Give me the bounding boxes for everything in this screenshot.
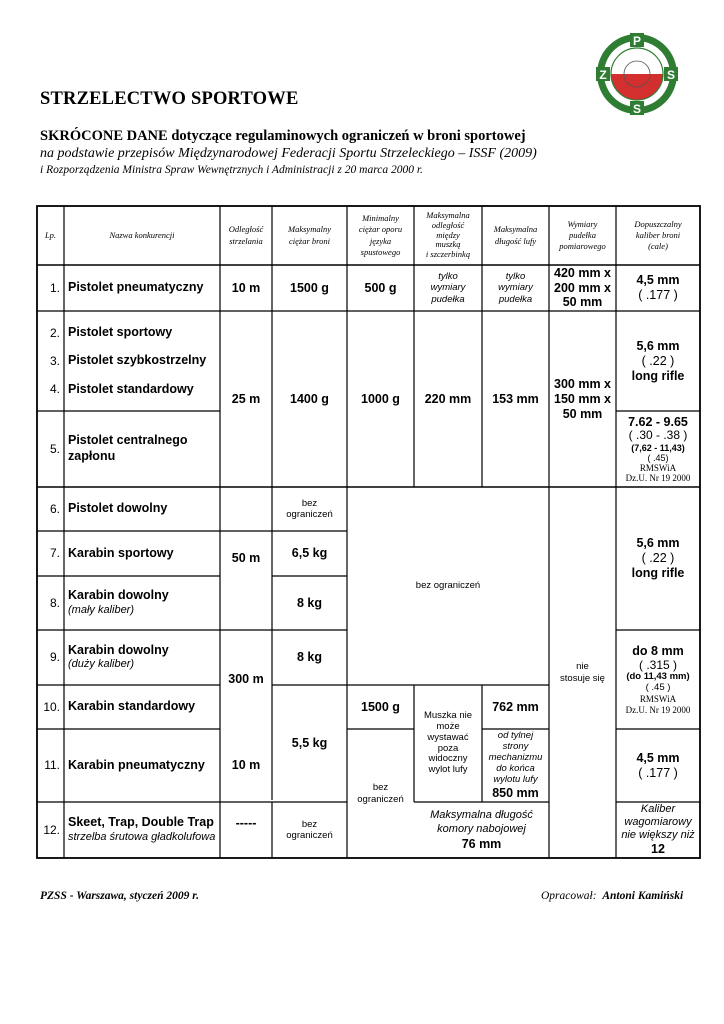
r12-distance: ----- bbox=[235, 815, 257, 830]
row-name: Pistolet centralnego zapłonu bbox=[68, 433, 188, 463]
distance-300m: 300 m bbox=[228, 672, 264, 686]
row-number: 10. bbox=[43, 699, 60, 714]
header-sight: Maksymalna odległość między muszką i szczerbinką bbox=[425, 210, 471, 260]
pistol-barrel: 153 mm bbox=[492, 391, 539, 406]
row-number: 2. bbox=[49, 325, 60, 340]
r11-trigger: bez ograniczeń bbox=[357, 782, 404, 805]
row-number: 11. bbox=[44, 758, 60, 772]
row-name: Karabin pneumatyczny bbox=[68, 757, 205, 772]
header-barrel: Maksymalna długość lufy bbox=[493, 224, 538, 246]
front-sight-rule: Muszka nie może wystawać poza widoczny wylot lufy bbox=[423, 709, 473, 776]
logo-letter-top: P bbox=[632, 34, 642, 48]
logo-letter-right: S bbox=[666, 68, 676, 82]
box-not-applicable: nie stosuje się bbox=[560, 661, 605, 684]
row-name: Karabin sportowy bbox=[68, 545, 174, 560]
row-number: 5. bbox=[49, 441, 60, 456]
r12-weight: bez ograniczeń bbox=[286, 818, 333, 841]
r9-caliber: do 8 mm ( .315 ) (do 11,43 mm) ( .45 ) RMSWiA Dz.U. Nr 19 2000 bbox=[625, 644, 691, 715]
row-number: 6. bbox=[49, 501, 60, 516]
pistol-sight: 220 mm bbox=[424, 391, 472, 406]
rifle-caliber: 5,6 mm ( .22 ) long rifle bbox=[631, 536, 685, 580]
subtitle-italic: na podstawie przepisów Międzynarodowej Federacji Sportu Strzeleckiego – ISSF (2009) bbox=[40, 146, 537, 161]
r9-weight: 8 kg bbox=[296, 650, 322, 664]
r1-weight: 1500 g bbox=[290, 280, 329, 295]
row-number: 3. bbox=[49, 353, 60, 368]
weight-5-5kg: 5,5 kg bbox=[291, 736, 328, 750]
subtitle-bold: SKRÓCONE DANE dotyczące regulaminowych ograniczeń w broni sportowej bbox=[40, 128, 526, 144]
subtitle-small: i Rozporządzenia Ministra Spraw Wewnętrznych i Administracji z 20 marca 2000 r. bbox=[40, 164, 423, 176]
row-number: 7. bbox=[49, 546, 60, 560]
r8-weight: 8 kg bbox=[296, 595, 322, 610]
row-number: 12. bbox=[43, 822, 60, 837]
header-weight: Maksymalny ciężar broni bbox=[288, 224, 331, 246]
r1-distance: 10 m bbox=[231, 280, 261, 295]
r1-box: 420 mm x 200 mm x 50 mm bbox=[554, 266, 611, 310]
row-name: Karabin standardowy bbox=[68, 699, 196, 714]
r6-weight: bez ograniczeń bbox=[286, 497, 333, 520]
row-name: Pistolet sportowy bbox=[68, 325, 173, 340]
header-lp: Lp. bbox=[44, 229, 57, 240]
row-name: Pistolet pneumatyczny bbox=[68, 280, 204, 295]
r1-barrel: tylko wymiary pudełka bbox=[498, 270, 533, 305]
r10-trigger: 1500 g bbox=[361, 699, 400, 714]
r11-distance: 10 m bbox=[231, 758, 261, 772]
r11-barrel: od tylnej strony mechanizmu do końca wylotu lufy 850 mm bbox=[488, 730, 543, 800]
r7-weight: 6,5 kg bbox=[291, 546, 328, 560]
row-name: Karabin dowolny (mały kaliber) bbox=[68, 588, 169, 616]
row-name: Pistolet szybkostrzelny bbox=[68, 353, 207, 368]
r5-caliber: 7.62 - 9.65 ( .30 - .38 ) (7,62 - 11,43) ( .45) RMSWiA Dz.U. Nr 19 2000 bbox=[625, 415, 691, 483]
distance-50m: 50 m bbox=[231, 551, 261, 565]
pistol-distance: 25 m bbox=[231, 391, 261, 406]
pistol-trigger: 1000 g bbox=[361, 391, 400, 406]
row-number: 8. bbox=[49, 595, 60, 610]
header-trigger: Minimalny ciężar oporu języka spustowego bbox=[358, 213, 403, 257]
r11-caliber: 4,5 mm ( .177 ) bbox=[636, 750, 680, 780]
row-name: Pistolet dowolny bbox=[68, 501, 168, 516]
row-name: Karabin dowolny (duży kaliber) bbox=[68, 642, 169, 671]
page-title: STRZELECTWO SPORTOWE bbox=[40, 89, 299, 109]
row-name: Skeet, Trap, Double Trap strzelba śrutowa gładkolufowa bbox=[68, 815, 216, 843]
pistol-box: 300 mm x 150 mm x 50 mm bbox=[554, 376, 611, 421]
row-name: Pistolet standardowy bbox=[68, 382, 194, 397]
logo-letter-bottom: S bbox=[632, 102, 642, 115]
r10-barrel: 762 mm bbox=[492, 699, 539, 714]
r1-trigger: 500 g bbox=[364, 280, 397, 295]
logo-letter-left: Z bbox=[599, 68, 607, 82]
footer-left: PZSS - Warszawa, styczeń 2009 r. bbox=[40, 890, 200, 902]
r12-chamber: Maksymalna długość komory nabojowej 76 mm bbox=[430, 808, 533, 852]
pistol-weight: 1400 g bbox=[290, 391, 329, 406]
header-box: Wymiary pudełka pomiarowego bbox=[559, 218, 606, 252]
r1-sight: tylko wymiary pudełka bbox=[430, 270, 466, 305]
footer-right: Opracował: Antoni Kamiński bbox=[541, 890, 684, 902]
header-name: Nazwa konkurencji bbox=[109, 229, 175, 240]
header-distance: Odległość strzelania bbox=[228, 224, 264, 246]
row-number: 9. bbox=[49, 650, 60, 664]
r12-caliber: Kaliber wagomiarowy nie większy niż 12 bbox=[621, 802, 695, 857]
header-caliber: Dopuszczalny kaliber broni (cale) bbox=[634, 218, 682, 252]
row-number: 4. bbox=[49, 381, 60, 396]
r1-caliber: 4,5 mm ( .177 ) bbox=[636, 273, 680, 302]
row-number: 1. bbox=[49, 280, 60, 295]
no-restrictions: bez ograniczeń bbox=[415, 580, 481, 592]
pistol-caliber: 5,6 mm ( .22 ) long rifle bbox=[631, 338, 685, 383]
